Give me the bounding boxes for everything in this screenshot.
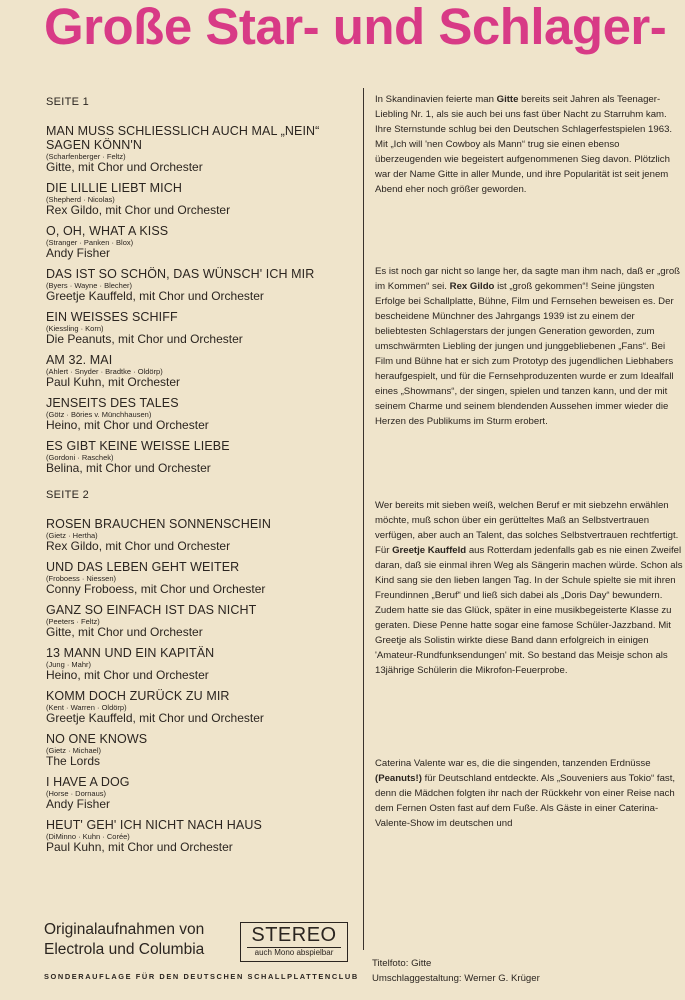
track-item bbox=[46, 517, 358, 553]
track-credits: (Byers · Wayne · Blecher) bbox=[46, 281, 132, 290]
track-artist: Heino, mit Chor und Orchester bbox=[46, 418, 209, 432]
track-artist: Heino, mit Chor und Orchester bbox=[46, 668, 209, 682]
track-artist: Conny Froboess, mit Chor und Orchester bbox=[46, 582, 266, 596]
side-2-heading: SEITE 2 bbox=[46, 489, 90, 501]
track-artist: The Lords bbox=[46, 754, 101, 768]
track-item bbox=[46, 124, 358, 174]
track-item bbox=[46, 603, 358, 639]
track-item bbox=[46, 818, 358, 854]
track-credits: (Stranger · Panken · Blox) bbox=[46, 238, 134, 247]
side-2-tracks bbox=[46, 517, 358, 854]
note-peanuts bbox=[375, 756, 685, 831]
cover-credits bbox=[372, 956, 540, 986]
note-text: ist „groß gekommen“! Seine jüngsten Erfolge bei Schallplatte, Bühne, Film und Fernsehen beweisen es. Der bescheidene Münchner des Jahrgangs 1939 ist zu einem der beliebtesten Schlagerstars der jungen Generation geworden, zum umschwärmten Liebling der jungen und junggebliebenen „Fans“. Bei Film und Bühne hat er sich zum Prototyp des jugendlichen Liebhabers heraufgespielt, und für die Fernsehproduzenten wurde er zum Idealfall eines „Showmans“, der singen, spielen und tanzen kann, und der mit seinem Charme und seinem blendenden Aussehen immer wieder die Herzen des Publikums im Sturm erobert. bbox=[375, 281, 674, 427]
track-item bbox=[46, 439, 358, 475]
track-item bbox=[46, 775, 358, 811]
note-text: Es ist noch gar nicht so lange her, da sagte man ihm nach, daß er „groß im Kommen“ sei. bbox=[375, 266, 681, 292]
track-title: DAS IST SO SCHÖN, DAS WÜNSCH' ICH MIR bbox=[46, 267, 315, 281]
track-title: ES GIBT KEINE WEISSE LIEBE bbox=[46, 439, 230, 453]
note-text: für Deutschland entdeckte. Als „Souveniers aus Tokio“ fast, denn die Mädchen folgten ihr nach der Rückkehr von einer Reise nach dem Fernen Osten fast auf dem Fuße. Als Gäste in einer Caterina-Valente-Show im deutschen und bbox=[375, 773, 676, 829]
track-item bbox=[46, 732, 358, 768]
title-photo-credit: Titelfoto: Gitte bbox=[372, 958, 432, 969]
track-title: HEUT' GEH' ICH NICHT NACH HAUS bbox=[46, 818, 262, 832]
note-highlight: Greetje Kauffeld bbox=[392, 545, 467, 556]
track-artist: Gitte, mit Chor und Orchester bbox=[46, 625, 203, 639]
track-credits: (Shepherd · Nicolas) bbox=[46, 195, 115, 204]
track-title: DIE LILLIE LIEBT MICH bbox=[46, 181, 182, 195]
track-item bbox=[46, 267, 358, 303]
tracklist bbox=[46, 96, 358, 861]
track-title: 13 MANN UND EIN KAPITÄN bbox=[46, 646, 215, 660]
note-gitte bbox=[375, 92, 685, 197]
track-credits: (Gietz · Hertha) bbox=[46, 531, 98, 540]
track-credits: (Gietz · Michael) bbox=[46, 746, 102, 755]
track-title: O, OH, WHAT A KISS bbox=[46, 224, 169, 238]
track-title: JENSEITS DES TALES bbox=[46, 396, 179, 410]
track-credits: (Peeters · Feltz) bbox=[46, 617, 100, 626]
orig-line-2: Electrola und Columbia bbox=[44, 941, 205, 958]
note-highlight: Rex Gildo bbox=[449, 281, 495, 292]
track-credits: (Scharfenberger · Feltz) bbox=[46, 152, 126, 161]
track-artist: Belina, mit Chor und Orchester bbox=[46, 461, 211, 475]
track-item bbox=[46, 689, 358, 725]
track-item bbox=[46, 224, 358, 260]
track-title: AM 32. MAI bbox=[46, 353, 113, 367]
track-credits: (Froboess · Niessen) bbox=[46, 574, 117, 583]
side-1-heading: SEITE 1 bbox=[46, 96, 90, 108]
track-artist: Rex Gildo, mit Chor und Orchester bbox=[46, 203, 231, 217]
mono-note: auch Mono abspielbar bbox=[247, 947, 341, 958]
note-greetje-kauffeld bbox=[375, 498, 685, 678]
track-credits: (Ahlert · Snyder · Bradtke · Oldörp) bbox=[46, 367, 163, 376]
original-recordings bbox=[44, 920, 204, 960]
column-divider bbox=[363, 88, 364, 950]
track-artist: Die Peanuts, mit Chor und Orchester bbox=[46, 332, 243, 346]
track-title: UND DAS LEBEN GEHT WEITER bbox=[46, 560, 240, 574]
track-credits: (Horse · Dornaus) bbox=[46, 789, 107, 798]
track-credits: (Kent · Warren · Oldörp) bbox=[46, 703, 127, 712]
track-artist: Andy Fisher bbox=[46, 797, 111, 811]
track-title: GANZ SO EINFACH IST DAS NICHT bbox=[46, 603, 257, 617]
track-item bbox=[46, 310, 358, 346]
track-credits: (Gordoni · Raschek) bbox=[46, 453, 114, 462]
track-item bbox=[46, 396, 358, 432]
track-artist: Gitte, mit Chor und Orchester bbox=[46, 160, 203, 174]
side-1-tracks bbox=[46, 124, 358, 475]
track-artist: Andy Fisher bbox=[46, 246, 111, 260]
track-title: ROSEN BRAUCHEN SONNENSCHEIN bbox=[46, 517, 271, 531]
cover-design-credit: Umschlaggestaltung: Werner G. Krüger bbox=[372, 973, 540, 984]
note-highlight: (Peanuts!) bbox=[375, 773, 422, 784]
track-title: NO ONE KNOWS bbox=[46, 732, 148, 746]
note-text: Caterina Valente war es, die die singenden, tanzenden Erdnüsse bbox=[375, 758, 651, 769]
track-item bbox=[46, 646, 358, 682]
track-title: KOMM DOCH ZURÜCK ZU MIR bbox=[46, 689, 230, 703]
note-text: aus Rotterdam jedenfalls gab es nie einen Zweifel daran, daß sie einmal ihren Weg als Sängerin machen würde. Schon als Kind sang sie den lieben langen Tag. In der Schule spielte sie mit ihren Freundinnen „Beruf“ und ließ sich dabei als „Doris Day“ bewundern. Zudem hatte sie das Glück, später in eine musikbegeisterte Klasse zu geraten. Diese Penne hatte sogar eine famose Schüler-Jazzband. Mit Greetje als Solistin wirkte diese Band dann erfolgreich in einigen 'Amateur-Rundfunksendungen' mit. So bestand das Meisje schon als 13jährige Schülerin die Mikrofon-Feuerprobe. bbox=[375, 545, 683, 676]
track-artist: Paul Kuhn, mit Orchester bbox=[46, 375, 181, 389]
stereo-badge bbox=[240, 922, 348, 962]
club-edition-line: SONDERAUFLAGE FÜR DEN DEUTSCHEN SCHALLPLATTENCLUB bbox=[44, 972, 359, 981]
stereo-label: STEREO bbox=[251, 924, 337, 946]
track-artist: Paul Kuhn, mit Chor und Orchester bbox=[46, 840, 233, 854]
track-artist: Greetje Kauffeld, mit Chor und Orchester bbox=[46, 289, 264, 303]
track-item bbox=[46, 560, 358, 596]
track-item bbox=[46, 181, 358, 217]
note-highlight: Gitte bbox=[496, 94, 519, 105]
track-artist: Rex Gildo, mit Chor und Orchester bbox=[46, 539, 231, 553]
track-title: I HAVE A DOG bbox=[46, 775, 130, 789]
note-text: Wer bereits mit sieben weiß, welchen Beruf er mit siebzehn erwählen möchte, muß schon über ein gerütteltes Maß an Selbstvertrauen verfügen, aber auch an Talent, das solches Selbstvertrauen rechtfertigt. Für bbox=[375, 500, 679, 556]
orig-line-1: Originalaufnahmen von bbox=[44, 921, 205, 938]
track-credits: (DiMinno · Kuhn · Corée) bbox=[46, 832, 130, 841]
note-text: In Skandinavien feierte man bbox=[375, 94, 497, 105]
track-credits: (Jung · Mahr) bbox=[46, 660, 92, 669]
note-rex-gildo bbox=[375, 264, 685, 429]
track-credits: (Götz · Böries v. Münchhausen) bbox=[46, 410, 152, 419]
track-credits: (Kiessling · Korn) bbox=[46, 324, 104, 333]
track-item bbox=[46, 353, 358, 389]
track-title: EIN WEISSES SCHIFF bbox=[46, 310, 178, 324]
track-title: MAN MUSS SCHLIESSLICH AUCH MAL „NEIN“ SAGEN KÖNN'N bbox=[46, 124, 320, 152]
page-title: Große Star- und Schlager- bbox=[44, 0, 667, 55]
track-artist: Greetje Kauffeld, mit Chor und Orchester bbox=[46, 711, 264, 725]
note-text: bereits seit Jahren als Teenager-Liebling Nr. 1, als sie auch bei uns fast über Nacht zu Starruhm kam. Ihre Sternstunde schlug bei den Deutschen Schlagerfestspielen 1963. Mit „Ich will 'nen Cowboy als Mann“ trug sie einen ebenso überzeugenden wie begeistert aufgenommenen Sieg davon. Plötzlich war der Name Gitte in aller Munde, und ihre Popularität ist seit jenem Abend eher noch größer geworden. bbox=[375, 94, 673, 195]
